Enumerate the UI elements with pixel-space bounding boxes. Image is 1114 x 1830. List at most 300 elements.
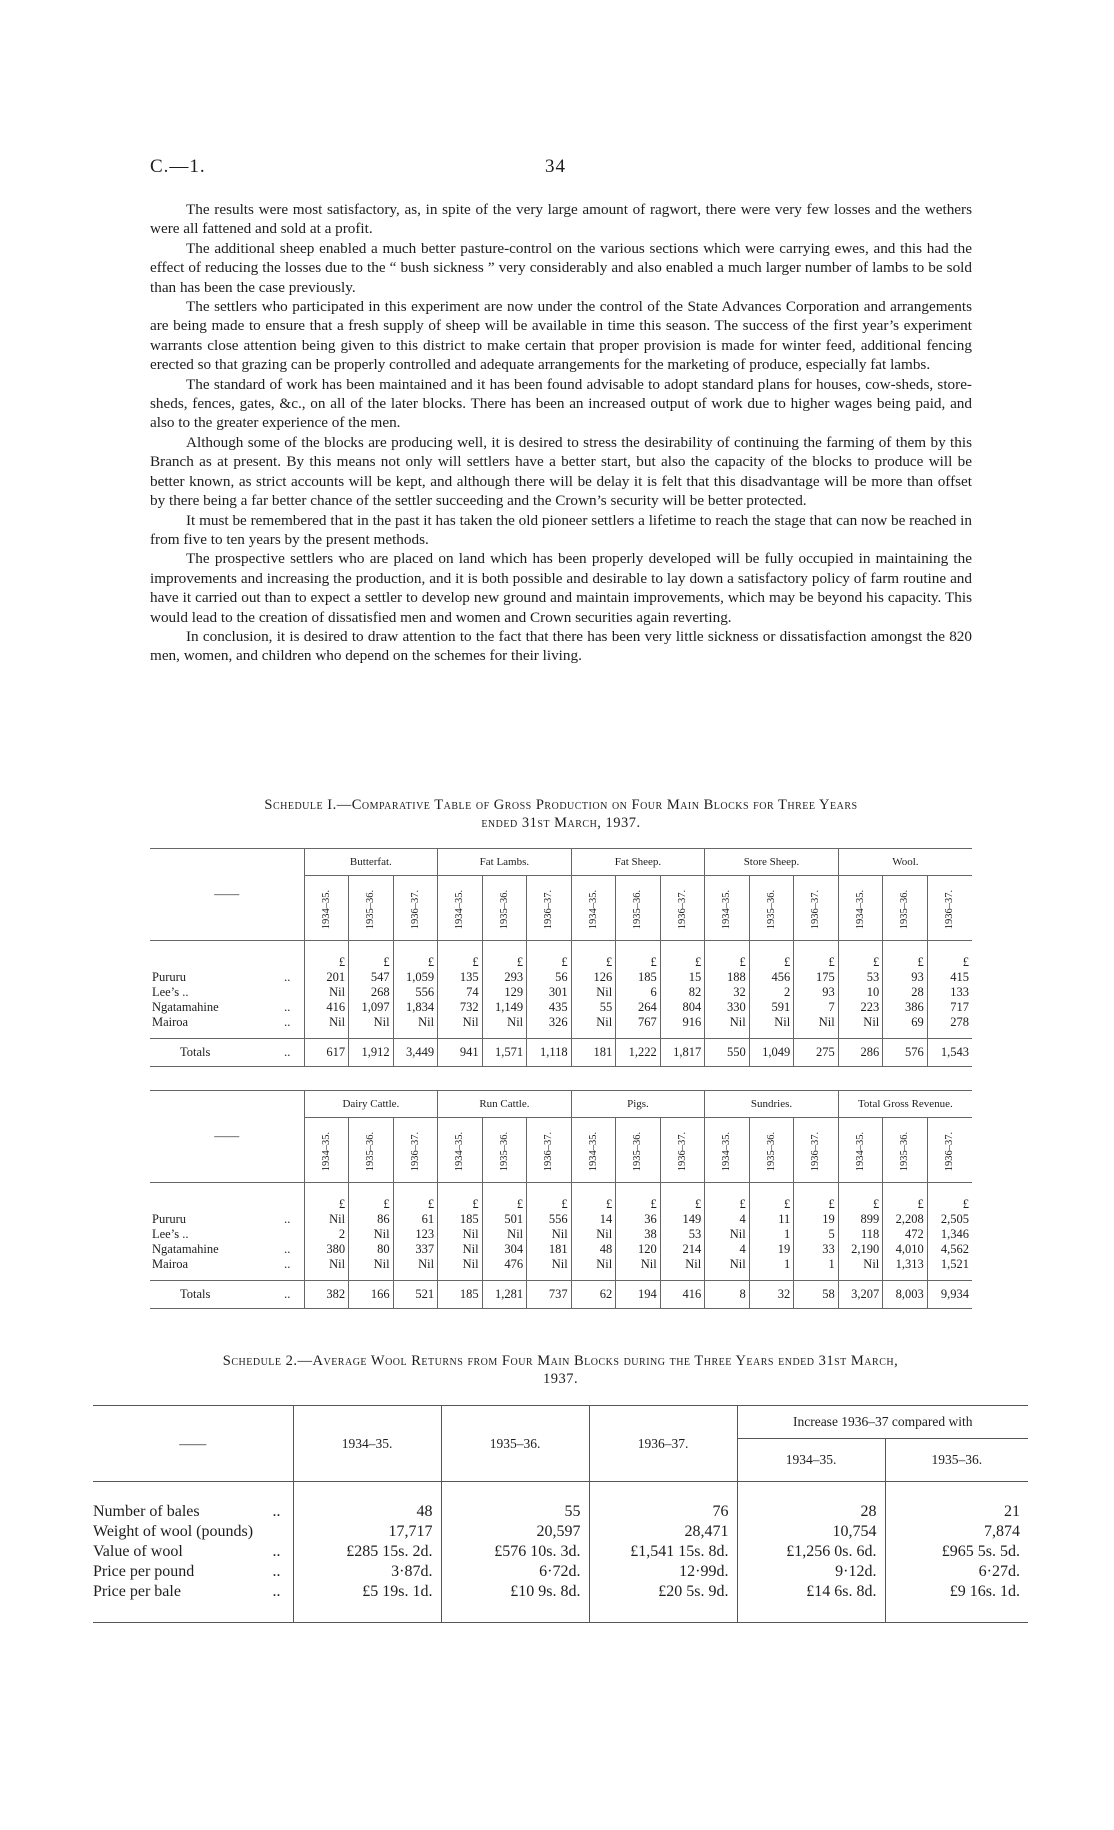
- column-group-header: Sundries.: [705, 1091, 839, 1118]
- table-cell: 435: [527, 1000, 572, 1015]
- column-header: 1934–35.: [293, 1406, 441, 1482]
- table-cell: 56: [527, 970, 572, 985]
- table-cell: 118: [838, 1227, 883, 1242]
- spacer-cell: [737, 1602, 885, 1623]
- table-cell: 86: [349, 1212, 394, 1227]
- year-label: 1934–35.: [454, 1131, 466, 1171]
- table-cell: 93: [883, 970, 928, 985]
- table-cell: 185: [438, 1212, 483, 1227]
- column-group-header: Fat Sheep.: [571, 849, 705, 876]
- table-cell: Nil: [349, 1015, 394, 1039]
- year-label: 1934–35.: [587, 889, 599, 929]
- table-row: [150, 1257, 972, 1281]
- year-label: 1936–37.: [944, 889, 956, 929]
- currency-unit: £: [482, 1183, 527, 1213]
- leader-dots: ..: [272, 1563, 281, 1580]
- column-group-header: Store Sheep.: [705, 849, 839, 876]
- year-label: 1936–37.: [676, 1131, 688, 1171]
- table-cell: Nil: [571, 1257, 616, 1281]
- spacer-cell: [737, 1482, 885, 1503]
- table-cell: 20,597: [441, 1522, 589, 1542]
- table-cell: Nil: [304, 1212, 349, 1227]
- spacer-cell: [589, 1482, 737, 1503]
- year-header: [616, 876, 661, 941]
- row-label: [93, 1582, 293, 1602]
- year-header: [438, 1118, 483, 1183]
- table-cell: Nil: [705, 1015, 750, 1039]
- year-header: [304, 876, 349, 941]
- row-label: Ngatamahine: [152, 1000, 219, 1014]
- table-cell: 120: [616, 1242, 661, 1257]
- table-cell: 804: [660, 1000, 705, 1015]
- table-cell: £9 16s. 1d.: [885, 1582, 1028, 1602]
- year-header: [927, 1118, 972, 1183]
- table-cell: 10,754: [737, 1522, 885, 1542]
- table-cell: Nil: [616, 1257, 661, 1281]
- table-cell: Nil: [527, 1257, 572, 1281]
- table-row: [150, 1015, 972, 1039]
- document-reference: C.—1.: [150, 156, 206, 177]
- total-cell: 286: [838, 1039, 883, 1067]
- table-cell: 1,313: [883, 1257, 928, 1281]
- total-cell: 9,934: [927, 1281, 972, 1309]
- table-cell: 476: [482, 1257, 527, 1281]
- table-cell: 185: [616, 970, 661, 985]
- table-row: [150, 1227, 972, 1242]
- year-label: 1934–35.: [721, 1131, 733, 1171]
- leader-dots: ..: [284, 970, 291, 984]
- year-header: [660, 876, 705, 941]
- table-cell: 7,874: [885, 1522, 1028, 1542]
- table-cell: 28: [883, 985, 928, 1000]
- paragraph: The standard of work has been maintained and it has been found advisable to adopt standard plans for houses, cow-sheds, store-sheds, fences, gates, &c., on all of the later blocks. There has been an increased output of work due to higher wages being paid, and also to the greater experience of the men.: [150, 375, 972, 432]
- total-cell: 8: [705, 1281, 750, 1309]
- spacer-cell: [885, 1482, 1028, 1503]
- table-cell: 53: [838, 970, 883, 985]
- table-cell: 28: [737, 1502, 885, 1522]
- currency-unit: £: [794, 1183, 839, 1213]
- year-label: 1934–35.: [320, 1131, 332, 1171]
- schedule2-wool-table: [93, 1405, 1028, 1623]
- row-label: [93, 1502, 293, 1522]
- spacer-cell: [93, 1602, 293, 1623]
- year-label: 1936–37.: [409, 1131, 421, 1171]
- table-cell: Nil: [438, 1257, 483, 1281]
- paragraph: It must be remembered that in the past it has taken the old pioneer settlers a lifetime to reach the stage that can now be reached in from five to ten years by the present methods.: [150, 511, 972, 548]
- paragraph: The results were most satisfactory, as, in spite of the very large amount of ragwort, there were very few losses and the wethers were all fattened and sold at a profit.: [150, 201, 972, 238]
- year-header: [883, 1118, 928, 1183]
- increase-header: Increase 1936–37 compared with: [737, 1406, 1028, 1439]
- table-cell: Nil: [438, 1242, 483, 1257]
- table-cell: 10: [838, 985, 883, 1000]
- column-group-header: Total Gross Revenue.: [838, 1091, 972, 1118]
- table-cell: 1,834: [393, 1000, 438, 1015]
- paragraph: Although some of the blocks are producing well, it is desired to stress the desirability of continuing the farming of them by this Branch as at present. By this means not only will settlers have a better start, but also the capacity of the blocks to produce will be better known, as strict accounts will be kept, and although there will be delay it is felt that this disadvantage will be more than offset by there being a far better chance of the settler succeeding and the Crown’s security will be better protected.: [150, 433, 972, 510]
- table-cell: 304: [482, 1242, 527, 1257]
- table-cell: 415: [927, 970, 972, 985]
- currency-unit: £: [749, 941, 794, 971]
- paragraph: The additional sheep enabled a much better pasture-control on the various sections which were carrying ewes, and this had the effect of reducing the losses due to the “ bush sickness ” very considerably and also enabled a much larger number of lambs to be sold than has been the case previously.: [150, 239, 972, 296]
- table-cell: 380: [304, 1242, 349, 1257]
- currency-unit: £: [883, 941, 928, 971]
- row-label: [93, 1542, 293, 1562]
- table-header-blank: ——: [150, 849, 304, 941]
- table-row: [150, 985, 972, 1000]
- table-cell: 32: [705, 985, 750, 1000]
- table-cell: Nil: [527, 1227, 572, 1242]
- currency-unit: £: [438, 1183, 483, 1213]
- year-header: [349, 876, 394, 941]
- column-header: 1935–36.: [441, 1406, 589, 1482]
- column-header: 1935–36.: [885, 1439, 1028, 1482]
- year-label: 1935–36.: [365, 1131, 377, 1171]
- table-cell: Nil: [749, 1015, 794, 1039]
- year-label: 1935–36.: [899, 889, 911, 929]
- table-cell: 1: [749, 1257, 794, 1281]
- table-cell: 48: [571, 1242, 616, 1257]
- column-group-header: Wool.: [838, 849, 972, 876]
- dots-blank: [280, 941, 304, 971]
- table-cell: Nil: [482, 1015, 527, 1039]
- currency-unit: £: [527, 941, 572, 971]
- table-cell: Nil: [393, 1015, 438, 1039]
- year-header: [571, 1118, 616, 1183]
- column-group-header: Run Cattle.: [438, 1091, 572, 1118]
- total-cell: 382: [304, 1281, 349, 1309]
- total-cell: 8,003: [883, 1281, 928, 1309]
- total-cell: 576: [883, 1039, 928, 1067]
- currency-unit: £: [527, 1183, 572, 1213]
- total-cell: 1,222: [616, 1039, 661, 1067]
- year-header: [838, 876, 883, 941]
- year-label: 1934–35.: [855, 1131, 867, 1171]
- table-cell: 2,190: [838, 1242, 883, 1257]
- year-header: [438, 876, 483, 941]
- table-cell: Nil: [349, 1257, 394, 1281]
- table-cell: 4,010: [883, 1242, 928, 1257]
- table-cell: 55: [441, 1502, 589, 1522]
- year-header: [838, 1118, 883, 1183]
- leader-dots: [280, 985, 304, 1000]
- table-cell: 61: [393, 1212, 438, 1227]
- total-cell: 185: [438, 1281, 483, 1309]
- currency-unit: £: [838, 941, 883, 971]
- total-cell: 58: [794, 1281, 839, 1309]
- leader-dots: ..: [280, 1039, 304, 1067]
- year-label: 1935–36.: [498, 1131, 510, 1171]
- table-cell: 19: [794, 1212, 839, 1227]
- leader-dots: ..: [284, 1015, 291, 1029]
- row-label-text: Number of bales: [93, 1503, 200, 1520]
- row-label: [93, 1522, 293, 1542]
- table-cell: 767: [616, 1015, 661, 1039]
- column-group-header: Pigs.: [571, 1091, 705, 1118]
- year-label: 1934–35.: [587, 1131, 599, 1171]
- total-cell: 32: [749, 1281, 794, 1309]
- currency-unit: £: [349, 1183, 394, 1213]
- year-header: [349, 1118, 394, 1183]
- table-cell: 33: [794, 1242, 839, 1257]
- total-cell: 1,912: [349, 1039, 394, 1067]
- total-cell: 1,817: [660, 1039, 705, 1067]
- table-cell: Nil: [571, 1227, 616, 1242]
- table-cell: 17,717: [293, 1522, 441, 1542]
- spacer-cell: [293, 1482, 441, 1503]
- leader-dots: ..: [272, 1543, 281, 1560]
- table-cell: 55: [571, 1000, 616, 1015]
- table-cell: 76: [589, 1502, 737, 1522]
- table-cell: 36: [616, 1212, 661, 1227]
- table-cell: 9·12d.: [737, 1562, 885, 1582]
- total-cell: 3,207: [838, 1281, 883, 1309]
- schedule1-production-table-part2: [150, 1090, 972, 1309]
- schedule2-title-line2: 1937.: [542, 1371, 579, 1387]
- table-header-blank: ——: [150, 1091, 304, 1183]
- year-header: [749, 1118, 794, 1183]
- total-cell: 194: [616, 1281, 661, 1309]
- schedule1-title-line1: Schedule I.—Comparative Table of Gross Production on Four Main Blocks for Three Years: [264, 797, 858, 813]
- table-cell: 15: [660, 970, 705, 985]
- paragraph: In conclusion, it is desired to draw attention to the fact that there has been very little sickness or dissatisfaction amongst the 820 men, women, and children who depend on the schemes for their living.: [150, 627, 972, 665]
- total-cell: 166: [349, 1281, 394, 1309]
- total-cell: 3,449: [393, 1039, 438, 1067]
- table-cell: 28,471: [589, 1522, 737, 1542]
- spacer-cell: [441, 1482, 589, 1503]
- row-label: Lee’s ..: [152, 1227, 189, 1241]
- currency-unit: £: [660, 1183, 705, 1213]
- table-cell: 386: [883, 1000, 928, 1015]
- table-cell: £1,256 0s. 6d.: [737, 1542, 885, 1562]
- column-group-header: Fat Lambs.: [438, 849, 572, 876]
- row-label: [93, 1562, 293, 1582]
- total-cell: 1,049: [749, 1039, 794, 1067]
- table-cell: 14: [571, 1212, 616, 1227]
- year-label: 1936–37.: [543, 1131, 555, 1171]
- year-label: 1935–36.: [632, 1131, 644, 1171]
- table-cell: 123: [393, 1227, 438, 1242]
- table-cell: £5 19s. 1d.: [293, 1582, 441, 1602]
- table-cell: 129: [482, 985, 527, 1000]
- year-label: 1934–35.: [320, 889, 332, 929]
- year-label: 1936–37.: [810, 1131, 822, 1171]
- table-cell: 4: [705, 1242, 750, 1257]
- year-label: 1935–36.: [632, 889, 644, 929]
- column-header: 1936–37.: [589, 1406, 737, 1482]
- year-header: [482, 1118, 527, 1183]
- schedule2-title: [93, 1352, 1028, 1388]
- leader-dots: ..: [284, 1000, 291, 1014]
- table-cell: Nil: [660, 1257, 705, 1281]
- currency-unit: £: [571, 941, 616, 971]
- table-cell: Nil: [304, 1257, 349, 1281]
- currency-unit: £: [438, 941, 483, 971]
- table-cell: Nil: [838, 1257, 883, 1281]
- table-cell: 501: [482, 1212, 527, 1227]
- table-cell: 38: [616, 1227, 661, 1242]
- leader-dots: ..: [280, 1281, 304, 1309]
- currency-unit: £: [393, 941, 438, 971]
- table-cell: 21: [885, 1502, 1028, 1522]
- table-cell: 1,346: [927, 1227, 972, 1242]
- table-cell: 12·99d.: [589, 1562, 737, 1582]
- table-cell: 4,562: [927, 1242, 972, 1257]
- year-header: [794, 1118, 839, 1183]
- table-cell: 899: [838, 1212, 883, 1227]
- currency-unit: £: [304, 1183, 349, 1213]
- table-cell: 93: [794, 985, 839, 1000]
- dots-blank: [280, 1183, 304, 1213]
- table-cell: 301: [527, 985, 572, 1000]
- table-row: [150, 1212, 972, 1227]
- total-cell: 737: [527, 1281, 572, 1309]
- table-cell: 6·72d.: [441, 1562, 589, 1582]
- total-cell: 1,281: [482, 1281, 527, 1309]
- total-cell: 62: [571, 1281, 616, 1309]
- table-cell: 214: [660, 1242, 705, 1257]
- totals-label: Totals: [150, 1039, 280, 1067]
- year-header: [393, 876, 438, 941]
- year-header: [705, 876, 750, 941]
- currency-unit: £: [571, 1183, 616, 1213]
- table-cell: 149: [660, 1212, 705, 1227]
- table-cell: 916: [660, 1015, 705, 1039]
- currency-unit: £: [616, 941, 661, 971]
- year-header: [927, 876, 972, 941]
- currency-unit: £: [927, 941, 972, 971]
- leader-dots: ..: [284, 1242, 291, 1256]
- table-cell: £965 5s. 5d.: [885, 1542, 1028, 1562]
- total-cell: 1,571: [482, 1039, 527, 1067]
- column-header: 1934–35.: [737, 1439, 885, 1482]
- table-header-blank: ——: [179, 1435, 207, 1451]
- table-cell: 74: [438, 985, 483, 1000]
- table-cell: 1,097: [349, 1000, 394, 1015]
- table-cell: 337: [393, 1242, 438, 1257]
- total-cell: 941: [438, 1039, 483, 1067]
- table-cell: 223: [838, 1000, 883, 1015]
- table-cell: 133: [927, 985, 972, 1000]
- spacer-cell: [293, 1602, 441, 1623]
- schedule1-title-line2: ended 31st March, 1937.: [481, 815, 641, 831]
- year-header: [571, 876, 616, 941]
- row-label-text: Price per pound: [93, 1563, 195, 1580]
- table-cell: £20 5s. 9d.: [589, 1582, 737, 1602]
- schedule1-title: [150, 796, 972, 832]
- year-label: 1935–36.: [365, 889, 377, 929]
- year-label: 1936–37.: [676, 889, 688, 929]
- year-header: [749, 876, 794, 941]
- table-cell: 11: [749, 1212, 794, 1227]
- table-cell: Nil: [571, 1015, 616, 1039]
- currency-unit: £: [482, 941, 527, 971]
- table-cell: 268: [349, 985, 394, 1000]
- currency-unit: £: [927, 1183, 972, 1213]
- total-cell: 1,543: [927, 1039, 972, 1067]
- total-cell: 1,118: [527, 1039, 572, 1067]
- page-number: 34: [545, 156, 566, 177]
- row-label-text: Value of wool: [93, 1543, 183, 1560]
- row-label: Ngatamahine: [152, 1242, 219, 1256]
- table-cell: 181: [527, 1242, 572, 1257]
- spacer-cell: [589, 1602, 737, 1623]
- table-cell: 19: [749, 1242, 794, 1257]
- total-cell: 521: [393, 1281, 438, 1309]
- table-cell: Nil: [571, 985, 616, 1000]
- year-header: [482, 876, 527, 941]
- table-cell: 135: [438, 970, 483, 985]
- schedule2-title-line1: Schedule 2.—Average Wool Returns from Four Main Blocks during the Three Years ended 31st March,: [222, 1353, 899, 1369]
- leader-dots: ..: [272, 1583, 281, 1600]
- table-cell: 1,149: [482, 1000, 527, 1015]
- currency-unit: £: [349, 941, 394, 971]
- table-row: [150, 970, 972, 985]
- year-header: [527, 1118, 572, 1183]
- leader-dots: ..: [284, 1257, 291, 1271]
- currency-unit: £: [393, 1183, 438, 1213]
- table-cell: 264: [616, 1000, 661, 1015]
- table-cell: 2: [304, 1227, 349, 1242]
- table-cell: 456: [749, 970, 794, 985]
- paragraph: The settlers who participated in this experiment are now under the control of the State Advances Corporation and arrangements are being made to ensure that a fresh supply of sheep will be available in time this season. The success of the first year’s experiment warrants close attention being given to this district to make certain that proper provision is made for winter feed, additional fencing erected so that grazing can be properly controlled and adequate arrangements for the marketing of produce, especially fat lambs.: [150, 298, 972, 374]
- table-cell: 556: [527, 1212, 572, 1227]
- row-label: Pururu: [152, 970, 187, 984]
- table-cell: 80: [349, 1242, 394, 1257]
- table-cell: 2,505: [927, 1212, 972, 1227]
- year-label: 1934–35.: [855, 889, 867, 929]
- table-cell: Nil: [794, 1015, 839, 1039]
- table-cell: 1,521: [927, 1257, 972, 1281]
- leader-dots: [280, 1227, 304, 1242]
- table-cell: Nil: [705, 1227, 750, 1242]
- year-header: [304, 1118, 349, 1183]
- table-row: [150, 1242, 972, 1257]
- column-group-header: Dairy Cattle.: [304, 1091, 438, 1118]
- year-label: 1936–37.: [543, 889, 555, 929]
- year-header: [883, 876, 928, 941]
- currency-unit: £: [616, 1183, 661, 1213]
- table-cell: 717: [927, 1000, 972, 1015]
- table-cell: 278: [927, 1015, 972, 1039]
- leader-dots: ..: [284, 1212, 291, 1226]
- row-label: Mairoa: [152, 1015, 189, 1029]
- table-cell: 201: [304, 970, 349, 985]
- table-cell: £285 15s. 2d.: [293, 1542, 441, 1562]
- column-group-header: Butterfat.: [304, 849, 438, 876]
- spacer-cell: [93, 1482, 293, 1503]
- table-cell: 188: [705, 970, 750, 985]
- spacer-cell: [885, 1602, 1028, 1623]
- table-cell: 556: [393, 985, 438, 1000]
- table-cell: 126: [571, 970, 616, 985]
- table-cell: 3·87d.: [293, 1562, 441, 1582]
- table-cell: 416: [304, 1000, 349, 1015]
- schedule1-production-table-part1: [150, 848, 972, 1067]
- table-cell: 293: [482, 970, 527, 985]
- table-row: [93, 1502, 1028, 1522]
- currency-unit: £: [794, 941, 839, 971]
- year-label: 1935–36.: [765, 889, 777, 929]
- table-cell: 732: [438, 1000, 483, 1015]
- currency-unit: £: [749, 1183, 794, 1213]
- table-cell: Nil: [304, 1015, 349, 1039]
- year-header: [660, 1118, 705, 1183]
- table-cell: Nil: [438, 1015, 483, 1039]
- year-label: 1934–35.: [454, 889, 466, 929]
- table-cell: 175: [794, 970, 839, 985]
- table-cell: 5: [794, 1227, 839, 1242]
- table-cell: 472: [883, 1227, 928, 1242]
- year-header: [705, 1118, 750, 1183]
